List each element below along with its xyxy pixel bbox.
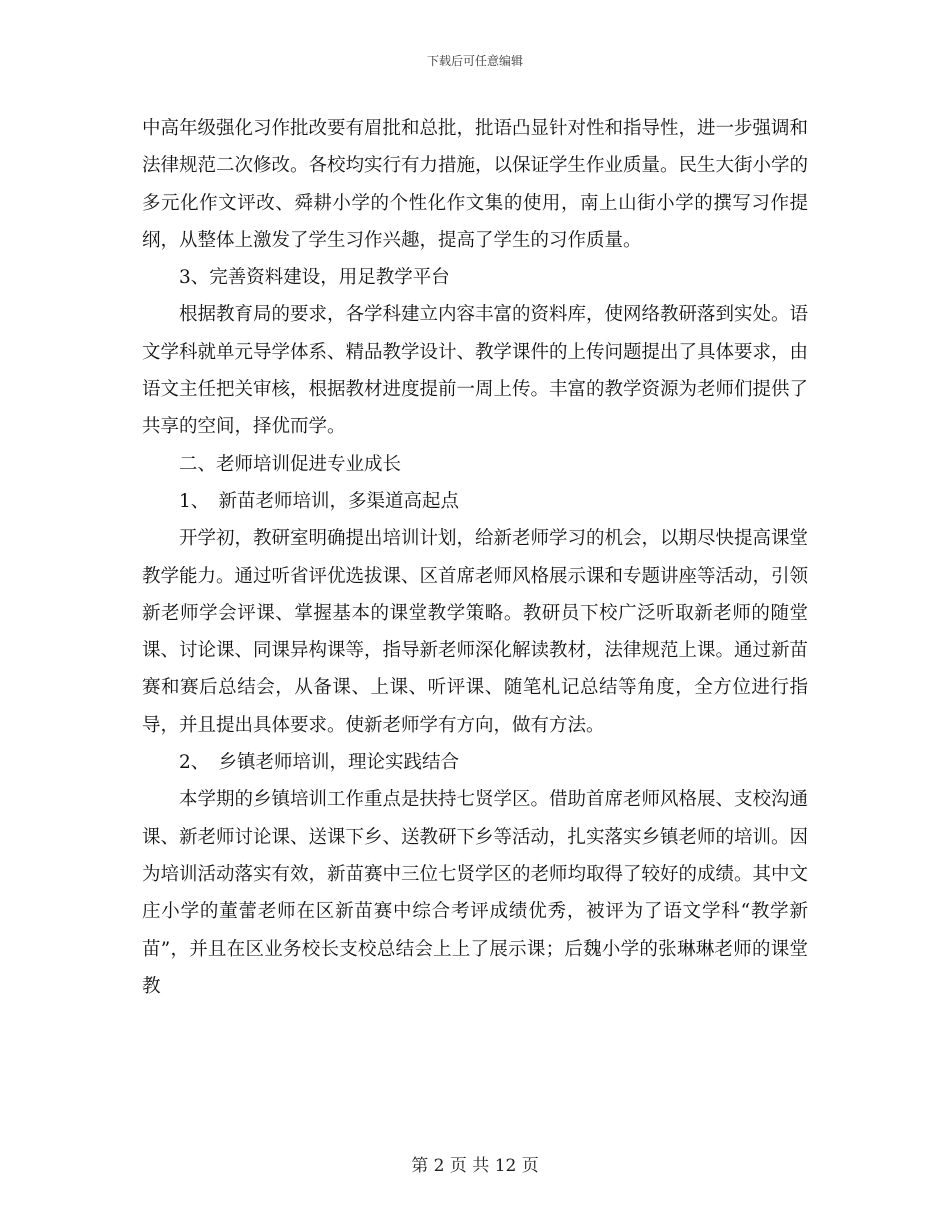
heading-resource-building: 3、完善资料建设，用足教学平台 <box>179 267 450 289</box>
paragraph-new-teacher-training: 开学初，教研室明确提出培训计划，给新老师学习的机会，以期尽快提高课堂教学能力。通过听省评优选拔课、区首席老师风格展示课和专题讲座等活动，引领新老师学会评课、掌握基本的课堂教学策略。教研员下校广泛听取新老师的随堂课、讨论课、同课异构课等，指导新老师深化解读教材，法律规范上课。通过新苗赛和赛后总结会，从备课、上课、听评课、随笔札记总结等角度，全方位进行指导，并且提出具体要求。使新老师学有方向，做有方法。 <box>142 528 809 736</box>
heading-teacher-training: 二、老师培训促进专业成长 <box>179 453 402 475</box>
paragraph-resource-library: 根据教育局的要求，各学科建立内容丰富的资料库，使网络教研落到实处。语文学科就单元导学体系、精品教学设计、教学课件的上传问题提出了具体要求，由语文主任把关审核，根据教材进度提前一周上传。丰富的教学资源为老师们提供了共享的空间，择优而学。 <box>142 304 809 438</box>
heading-rural-teacher-training: 2、 乡镇老师培训，理论实践结合 <box>179 752 460 774</box>
paragraph-homework-quality: 中高年级强化习作批改要有眉批和总批，批语凸显针对性和指导性，进一步强调和法律规范二次修改。各校均实行有力措施，以保证学生作业质量。民生大街小学的多元化作文评改、舜耕小学的个性化作文集的使用，南上山街小学的撰写习作提纲，从整体上激发了学生习作兴趣，提高了学生的习作质量。 <box>142 118 809 251</box>
page-header: 下载后可任意编辑 <box>426 54 523 68</box>
heading-new-teacher-training: 1、 新苗老师培训，多渠道高起点 <box>179 490 460 512</box>
paragraph-rural-teacher-training: 本学期的乡镇培训工作重点是扶持七贤学区。借助首席老师风格展、支校沟通课、新老师讨论课、送课下乡、送教研下乡等活动，扎实落实乡镇老师的培训。因为培训活动落实有效，新苗赛中三位七贤学区的老师均取得了较好的成绩。其中文庄小学的董蕾老师在区新苗赛中综合考评成绩优秀，被评为了语文学科“教学新苗”，并且在区业务校长支校总结会上上了展示课；后魏小学的张琳琳老师的课堂教 <box>142 789 809 997</box>
page-number: 第 2 页 共 12 页 <box>411 1156 539 1176</box>
document-body <box>142 110 808 1005</box>
